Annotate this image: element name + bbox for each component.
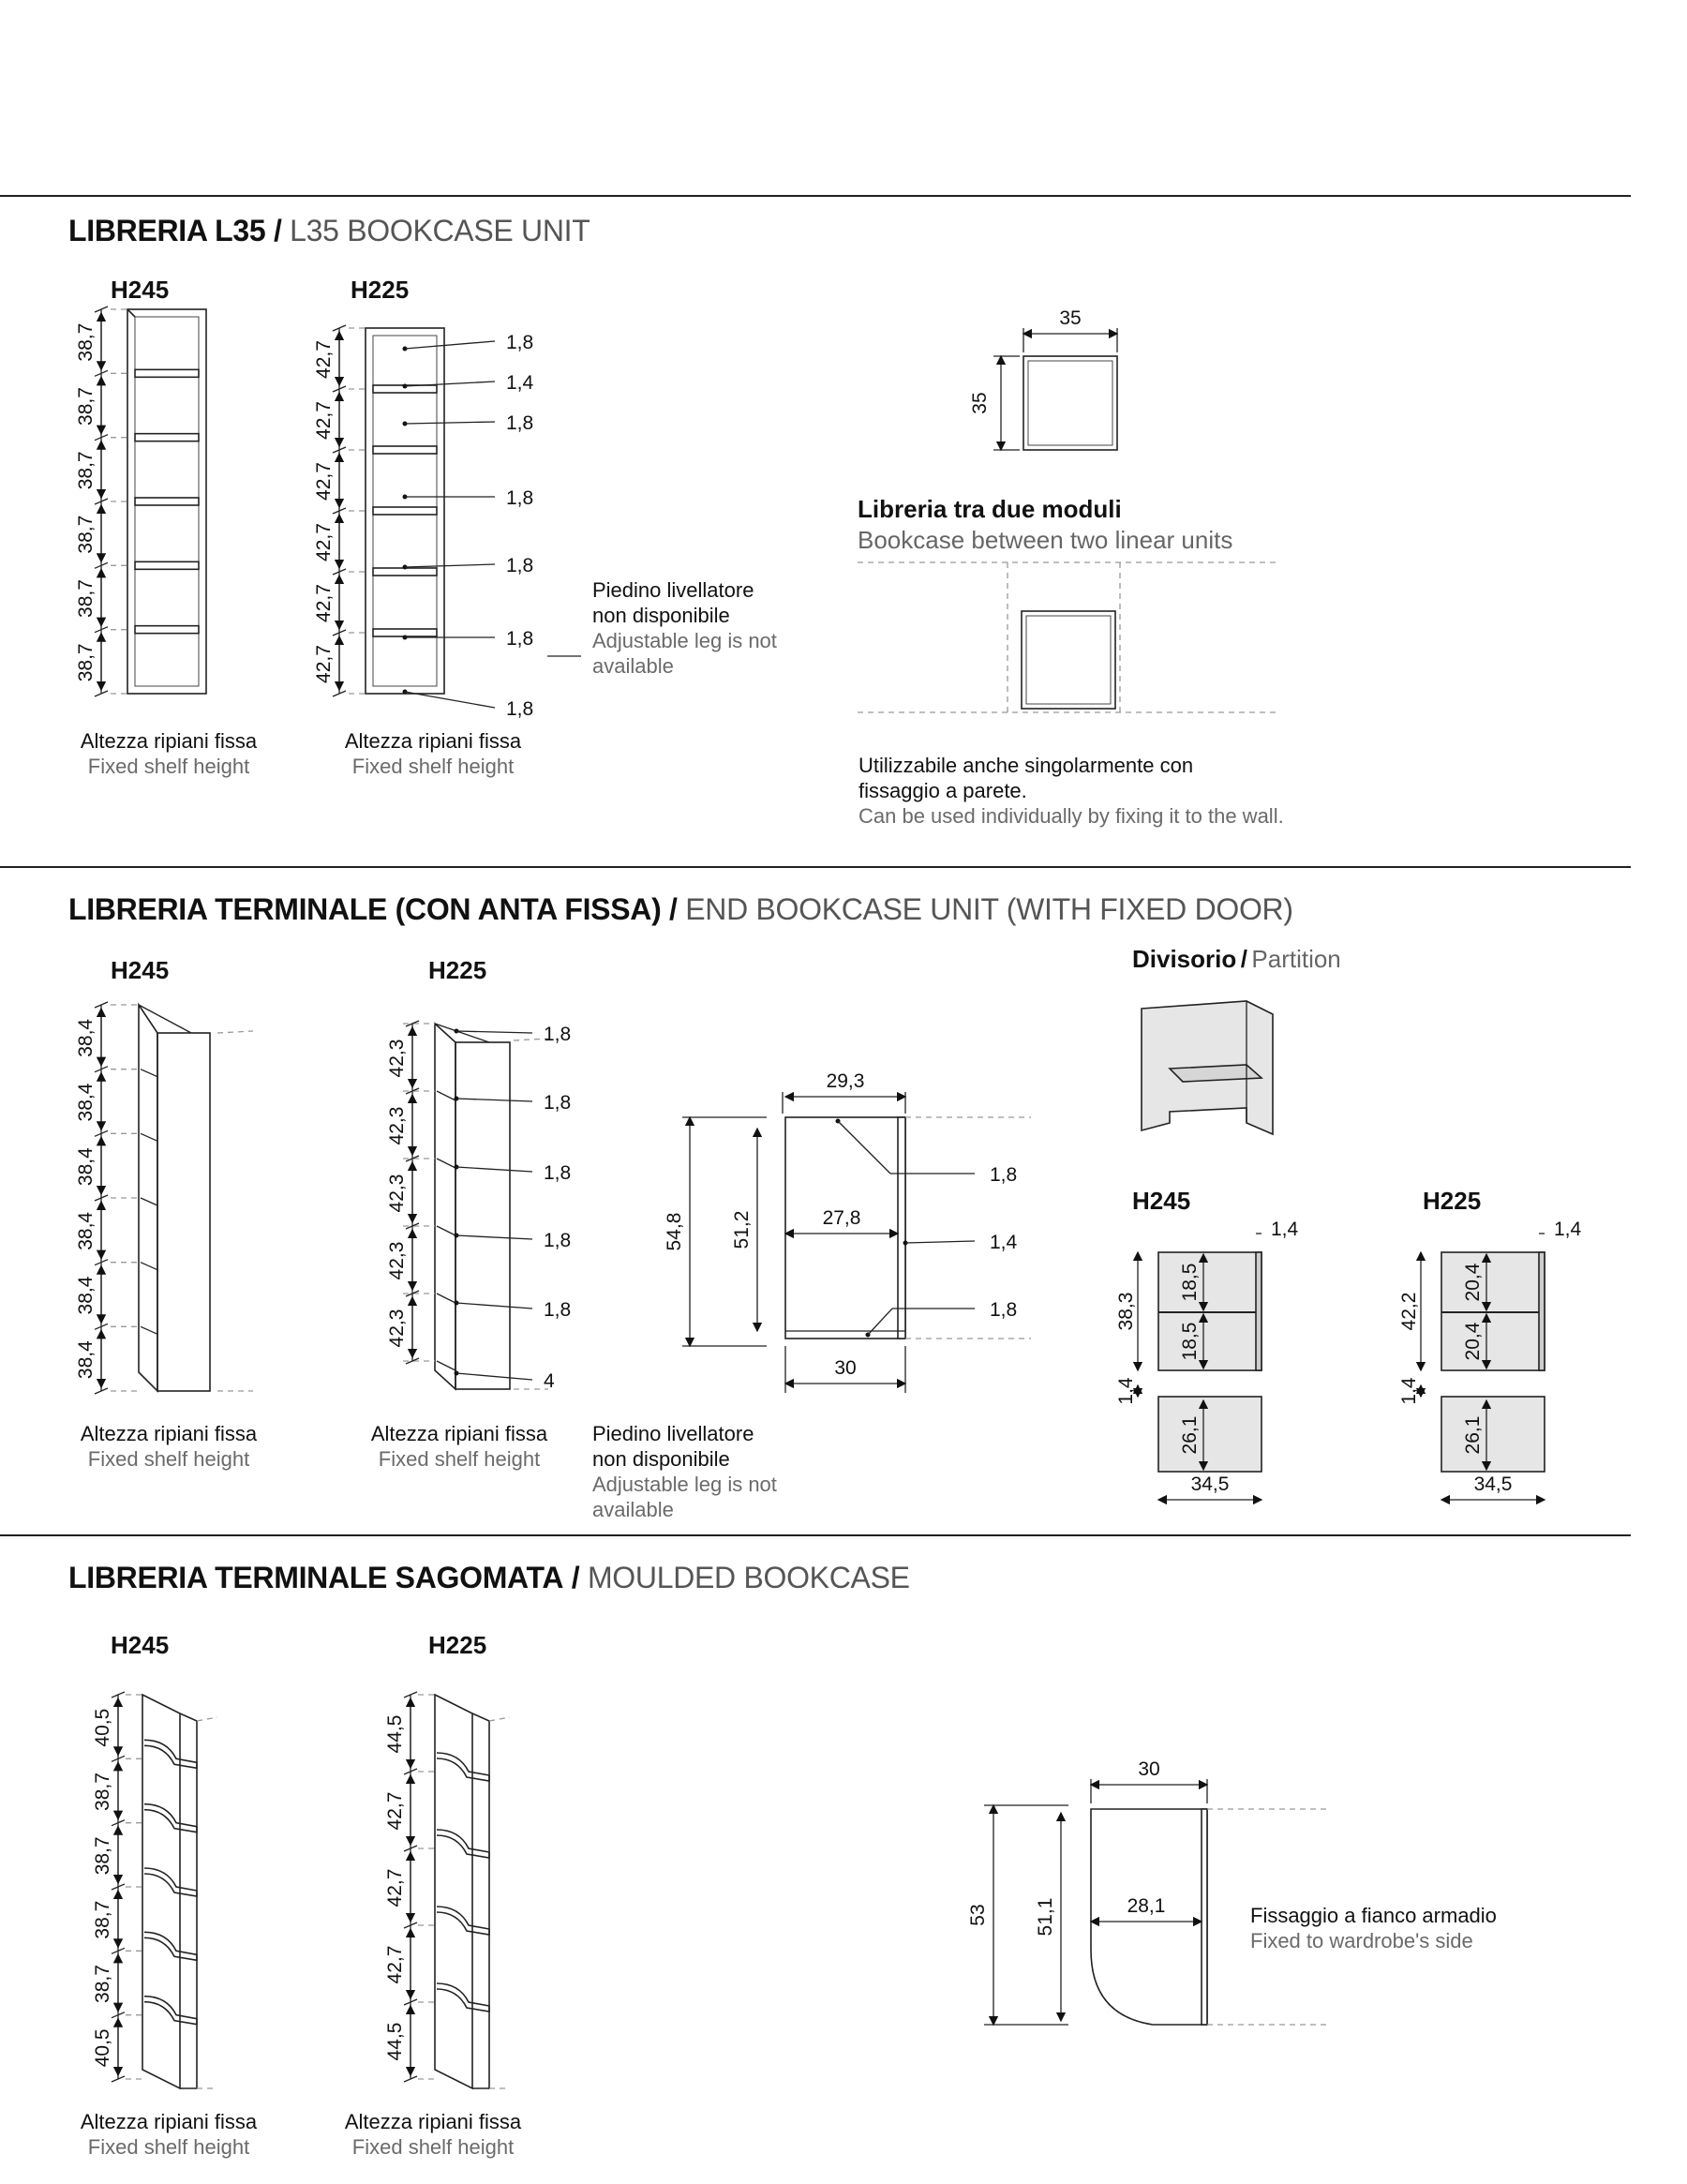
moulded-h245-dims-label: 38,7	[92, 1836, 113, 1876]
l35-h225-dims-label: 42,7	[313, 462, 335, 501]
shelf	[437, 1294, 455, 1303]
shelf	[373, 446, 437, 454]
l35-h245-dims-label: 38,7	[75, 579, 97, 618]
shelf	[141, 1198, 157, 1205]
moulded-h245-dims-label: 38,7	[92, 1900, 113, 1939]
end-plan-depth-inner-label: 51,2	[731, 1210, 753, 1249]
l35-h225-dims-label: 42,7	[313, 645, 335, 683]
caption-it: Altezza ripiani fissa	[344, 729, 522, 753]
l35-plan-width-label: 35	[1059, 307, 1082, 329]
plan-callout: 1,4	[990, 1232, 1018, 1253]
between-plan-inner	[1026, 616, 1111, 704]
top-edge	[139, 1005, 191, 1033]
end-h225-dims-label: 42,3	[386, 1106, 408, 1145]
title-it: LIBRERIA TERMINALE SAGOMATA	[68, 1561, 564, 1594]
shelf	[437, 1159, 455, 1168]
leg-en-1: Adjustable leg is not	[592, 629, 777, 652]
fix-it: Fissaggio a fianco armadio	[1250, 1904, 1497, 1927]
shelf-callout: 1,4	[506, 372, 534, 394]
callout-leader	[405, 564, 495, 567]
ext	[217, 1031, 253, 1033]
moulded-h245-dims-label: 38,7	[92, 1773, 113, 1811]
l35-h225-dims-label: 42,7	[313, 584, 335, 622]
moulded-h225-back	[435, 1695, 472, 2088]
title-en: L35 BOOKCASE UNIT	[290, 214, 590, 247]
shelf-callout: 1,8	[544, 1230, 572, 1251]
partition-h245-left-upper-label: 38,3	[1115, 1292, 1137, 1331]
l35-h245-dims-label: 38,7	[75, 387, 97, 426]
caption-it: Altezza ripiani fissa	[370, 1422, 548, 1445]
shelf	[135, 369, 199, 377]
shelf	[437, 1091, 455, 1100]
moulded-h225-dims-label: 44,5	[384, 1714, 406, 1754]
caption-en: Fixed shelf height	[351, 755, 515, 778]
caption-it: Altezza ripiani fissa	[80, 1422, 258, 1445]
usable-it-2: fissaggio a parete.	[858, 779, 1027, 802]
end-plan-bottom-label: 30	[834, 1357, 857, 1379]
shelf-callout: 1,8	[506, 698, 534, 720]
callout-leader	[456, 1373, 532, 1380]
shelf-callout: 1,8	[506, 487, 534, 509]
l35-h245-dims-label: 38,7	[75, 643, 97, 682]
partition-en: Partition	[1251, 945, 1341, 973]
partition-h225-lower	[1441, 1397, 1545, 1472]
shelf-callout: 1,8	[506, 628, 534, 650]
moulded-h245-shelf	[144, 1740, 197, 1768]
l35-h225-dims-label: 42,7	[313, 523, 335, 561]
end-h245-dims-label: 38,4	[75, 1018, 97, 1057]
end-h225-dims-label: 42,3	[386, 1039, 408, 1078]
callout-leader	[456, 1303, 532, 1309]
moulded-plan-depth-inner-label: 51,1	[1035, 1897, 1056, 1937]
l35-h245-label: H245	[111, 276, 170, 304]
usable-it-1: Utilizzabile anche singolarmente con	[858, 754, 1194, 777]
leg-it-2: non disponibile	[592, 604, 730, 627]
top-edge	[435, 1024, 489, 1042]
end-h225-dims-label: 42,3	[386, 1241, 408, 1280]
leg-it-2: non disponibile	[592, 1447, 730, 1471]
caption-en: Fixed shelf height	[87, 2135, 250, 2159]
shelf	[135, 561, 199, 569]
shelf-callout: 1,8	[544, 1162, 572, 1184]
end-h225-label: H225	[428, 956, 487, 984]
usable-en: Can be used individually by fixing it to the wall.	[858, 804, 1284, 828]
partition-it: Divisorio	[1132, 945, 1237, 973]
title-it: LIBRERIA L35	[68, 214, 266, 247]
moulded-h245-shelf	[144, 1868, 197, 1896]
shelf-callout: 1,8	[506, 332, 534, 353]
moulded-plan-edge	[1202, 1809, 1207, 2025]
l35-plan	[1023, 356, 1117, 450]
title-sep: /	[273, 214, 282, 247]
shelf	[437, 1361, 455, 1370]
moulded-h245-dims-label: 40,5	[92, 1708, 113, 1747]
shelf	[141, 1133, 157, 1141]
title-en: END BOOKCASE UNIT (WITH FIXED DOOR)	[685, 892, 1293, 926]
moulded-h225-dims-label: 42,7	[384, 1868, 406, 1907]
between-it: Libreria tra due moduli	[858, 495, 1122, 523]
between-en: Bookcase between two linear units	[858, 526, 1233, 554]
leg-en-2: available	[592, 1498, 674, 1521]
plan-callout: 1,8	[990, 1164, 1018, 1186]
partition-h245-a-label: 18,5	[1179, 1263, 1201, 1302]
l35-h245-dims-label: 38,7	[75, 322, 97, 362]
edge	[127, 309, 135, 317]
moulded-h245-shelf	[144, 1804, 197, 1832]
partition-h245-label: H245	[1132, 1187, 1191, 1215]
partition-shelf	[1170, 1065, 1262, 1082]
callout-leader	[405, 341, 495, 349]
shelf-callout: 1,8	[544, 1024, 572, 1045]
moulded-plan	[1091, 1809, 1207, 2025]
l35-h225-dims-label: 42,7	[313, 401, 335, 440]
partition-h245-width-label: 34,5	[1190, 1473, 1230, 1495]
partition-h245-edge	[1256, 1252, 1262, 1370]
end-h245-dims-label: 38,4	[75, 1211, 97, 1250]
l35-h225-label: H225	[351, 276, 410, 304]
moulded-h245-shelf	[144, 1997, 197, 2025]
partition-h245-top-label: 1,4	[1271, 1219, 1299, 1240]
ext	[197, 1717, 217, 1721]
end-h245-label: H245	[111, 956, 170, 984]
callout-leader	[456, 1031, 532, 1033]
partition-h225-width-label: 34,5	[1473, 1473, 1513, 1495]
callout-leader	[905, 1241, 975, 1243]
moulded-h245-dims-label: 38,7	[92, 1965, 113, 2003]
end-plan-inner-label: 27,8	[822, 1207, 861, 1229]
end-h245-door	[157, 1033, 210, 1391]
caption-en: Fixed shelf height	[87, 755, 250, 778]
plan-callout: 1,8	[990, 1299, 1018, 1321]
l35-plan-depth-label: 35	[969, 392, 991, 414]
partition-h245-lower	[1158, 1397, 1262, 1472]
title-en: MOULDED BOOKCASE	[587, 1561, 910, 1594]
shelf	[135, 498, 199, 505]
partition-h245-left-lower-label: 1,4	[1115, 1377, 1137, 1405]
partition-h225-a-label: 20,4	[1462, 1263, 1484, 1302]
moulded-h225-dims-label: 44,5	[384, 2022, 406, 2061]
caption-en: Fixed shelf height	[351, 2135, 515, 2159]
partition-h225-label: H225	[1423, 1187, 1482, 1215]
end-h225-dims-label: 42,3	[386, 1309, 408, 1348]
moulded-h225-shelf	[437, 1907, 489, 1935]
end-h245-dims-label: 38,4	[75, 1340, 97, 1380]
partition-h225-b-label: 20,4	[1462, 1322, 1484, 1361]
moulded-h245-side	[180, 1713, 197, 2088]
title-sep: /	[669, 892, 678, 926]
shelf-callout: 1,8	[506, 555, 534, 576]
caption-it: Altezza ripiani fissa	[344, 2110, 522, 2133]
moulded-plan-inner-label: 28,1	[1127, 1895, 1166, 1917]
partition-h225-top-label: 1,4	[1554, 1219, 1582, 1240]
moulded-h225-dims-label: 42,7	[384, 1791, 406, 1831]
end-h225-door	[455, 1042, 510, 1389]
moulded-h245-shelf	[144, 1932, 197, 1960]
moulded-h225-shelf	[437, 1830, 489, 1858]
leg-en-2: available	[592, 654, 674, 678]
caption-it: Altezza ripiani fissa	[80, 729, 258, 753]
callout-leader	[405, 422, 495, 424]
end-h245-dims-label: 38,4	[75, 1083, 97, 1122]
title-it: LIBRERIA TERMINALE (CON ANTA FISSA)	[68, 892, 662, 926]
shelf	[135, 626, 199, 634]
partition-sep: /	[1240, 945, 1247, 973]
caption-it: Altezza ripiani fissa	[80, 2110, 258, 2133]
between-plan	[1022, 611, 1115, 709]
caption-en: Fixed shelf height	[378, 1447, 541, 1471]
leg-en-1: Adjustable leg is not	[592, 1473, 777, 1496]
partition-h225-c-label: 26,1	[1462, 1415, 1484, 1455]
callout-leader	[456, 1099, 532, 1101]
shelf	[141, 1326, 157, 1334]
partition-h225-left-upper-label: 42,2	[1398, 1292, 1420, 1331]
leg-it-1: Piedino livellatore	[592, 578, 754, 602]
shelf	[437, 1226, 455, 1235]
callout-leader	[838, 1121, 890, 1174]
shelf	[141, 1070, 157, 1077]
end-h245-dims-label: 38,4	[75, 1147, 97, 1187]
l35-h225-dims-label: 42,7	[313, 340, 335, 379]
moulded-plan-depth-outer-label: 53	[967, 1904, 989, 1926]
shelf	[373, 507, 437, 515]
shelf-callout: 4	[544, 1370, 555, 1392]
end-plan-depth-outer-label: 54,8	[664, 1212, 685, 1251]
l35-plan-inner	[1028, 361, 1112, 445]
shelf	[141, 1263, 157, 1270]
moulded-h225-shelf	[437, 1753, 489, 1781]
l35-h245-dims-label: 38,7	[75, 451, 97, 490]
callout-leader	[456, 1235, 532, 1239]
end-plan-door	[898, 1117, 905, 1339]
moulded-h225-dims-label: 42,7	[384, 1945, 406, 1984]
callout-leader	[405, 692, 495, 708]
moulded-h245-dims-label: 40,5	[92, 2028, 113, 2068]
end-h245-dims-label: 38,4	[75, 1276, 97, 1315]
partition-h245-b-label: 18,5	[1179, 1322, 1201, 1361]
partition-h225-left-lower-label: 1,4	[1398, 1377, 1420, 1405]
shelf-callout: 1,8	[544, 1299, 572, 1321]
ext	[489, 1717, 510, 1721]
callout-leader	[456, 1167, 532, 1172]
fix-en: Fixed to wardrobe's side	[1250, 1929, 1473, 1952]
moulded-h225-side	[472, 1713, 489, 2088]
end-h225-side	[435, 1024, 455, 1389]
end-h225-dims-label: 42,3	[386, 1174, 408, 1213]
shelf-callout: 1,8	[506, 412, 534, 434]
partition-h225-edge	[1539, 1252, 1545, 1370]
caption-en: Fixed shelf height	[87, 1447, 250, 1471]
moulded-plan-top-label: 30	[1138, 1758, 1160, 1780]
moulded-h245-label: H245	[111, 1631, 170, 1659]
l35-h245-dims-label: 38,7	[75, 515, 97, 554]
moulded-h225-label: H225	[428, 1631, 487, 1659]
moulded-h225-shelf	[437, 1983, 489, 2012]
title-sep: /	[571, 1561, 580, 1594]
partition-h245-c-label: 26,1	[1179, 1415, 1201, 1455]
shelf	[135, 434, 199, 441]
callout-leader	[405, 381, 495, 386]
end-plan-top-label: 29,3	[826, 1070, 865, 1092]
shelf-callout: 1,8	[544, 1092, 572, 1114]
leg-it-1: Piedino livellatore	[592, 1422, 754, 1445]
